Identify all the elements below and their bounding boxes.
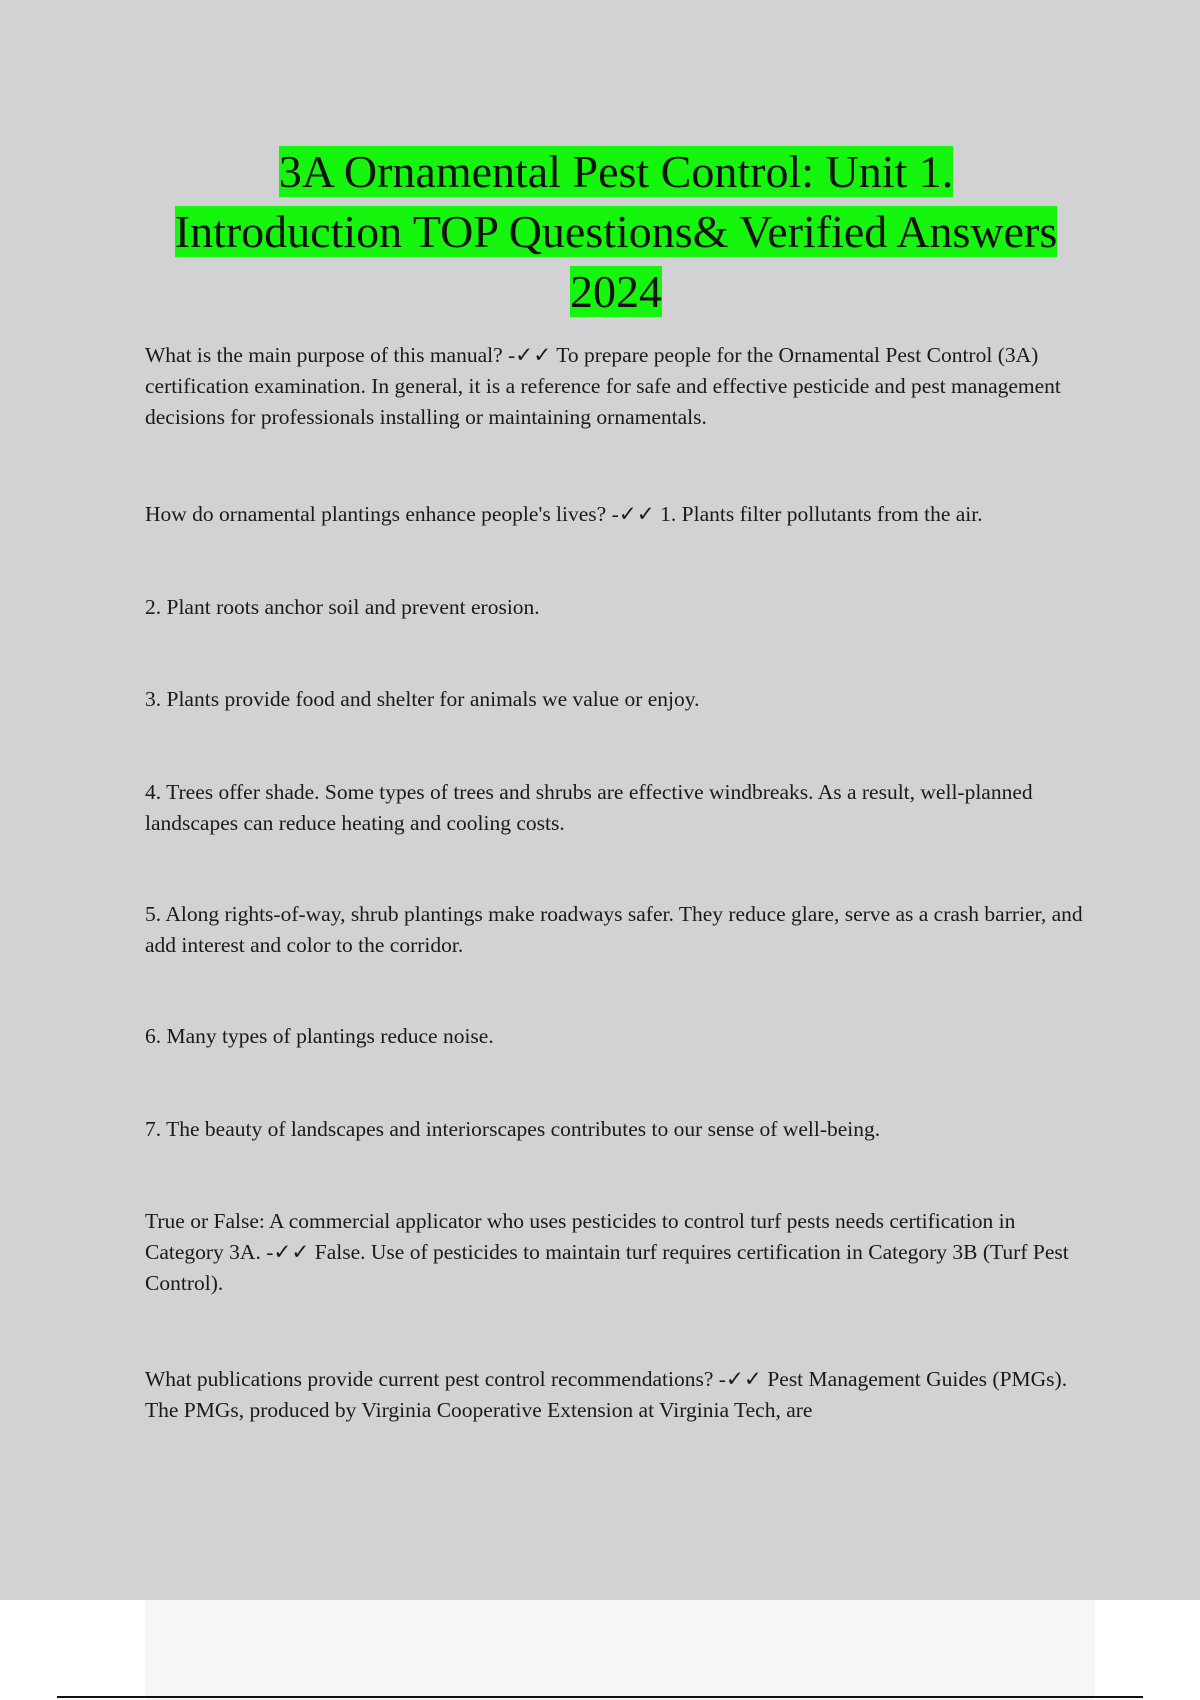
- title-line-3: 2024: [570, 266, 662, 317]
- footer-divider: [57, 1696, 1143, 1698]
- paragraph-item-5: 5. Along rights-of-way, shrub plantings make roadways safer. They reduce glare, serve as a crash barrier, and add interest and color to the corridor.: [145, 902, 1083, 957]
- document-title: [100, 142, 1132, 322]
- paragraph-item-3: 3. Plants provide food and shelter for animals we value or enjoy.: [145, 687, 700, 711]
- title-line-1: 3A Ornamental Pest Control: Unit 1.: [278, 146, 954, 197]
- paragraph-item-6: 6. Many types of plantings reduce noise.: [145, 1024, 494, 1048]
- paragraph-true-false: True or False: A commercial applicator who uses pesticides to control turf pests needs certification in Category 3A. -✓✓ False. Use of pesticides to maintain turf requires certification in Category 3B (Turf Pest Control).: [145, 1209, 1069, 1295]
- paragraph-publications: What publications provide current pest control recommendations? -✓✓ Pest Management Guides (PMGs). The PMGs, produced by Virginia Cooperative Extension at Virginia Tech, are: [145, 1367, 1068, 1422]
- next-page-preview: [145, 1600, 1095, 1700]
- paragraph-main-purpose: What is the main purpose of this manual? -✓✓ To prepare people for the Ornamental Pest Control (3A) certification examination. In general, it is a reference for safe and effective pesticide and pest management decisions for professionals installing or maintaining ornamentals.: [145, 343, 1061, 429]
- title-line-2: Introduction TOP Questions& Verified Answers: [174, 206, 1058, 257]
- paragraph-item-4: 4. Trees offer shade. Some types of trees and shrubs are effective windbreaks. As a result, well-planned landscapes can reduce heating and cooling costs.: [145, 780, 1033, 835]
- paragraph-item-2: 2. Plant roots anchor soil and prevent erosion.: [145, 595, 540, 619]
- paragraph-item-7: 7. The beauty of landscapes and interiorscapes contributes to our sense of well-being.: [145, 1117, 881, 1141]
- paragraph-ornamental-benefits: How do ornamental plantings enhance people's lives? -✓✓ 1. Plants filter pollutants from the air.: [145, 502, 983, 526]
